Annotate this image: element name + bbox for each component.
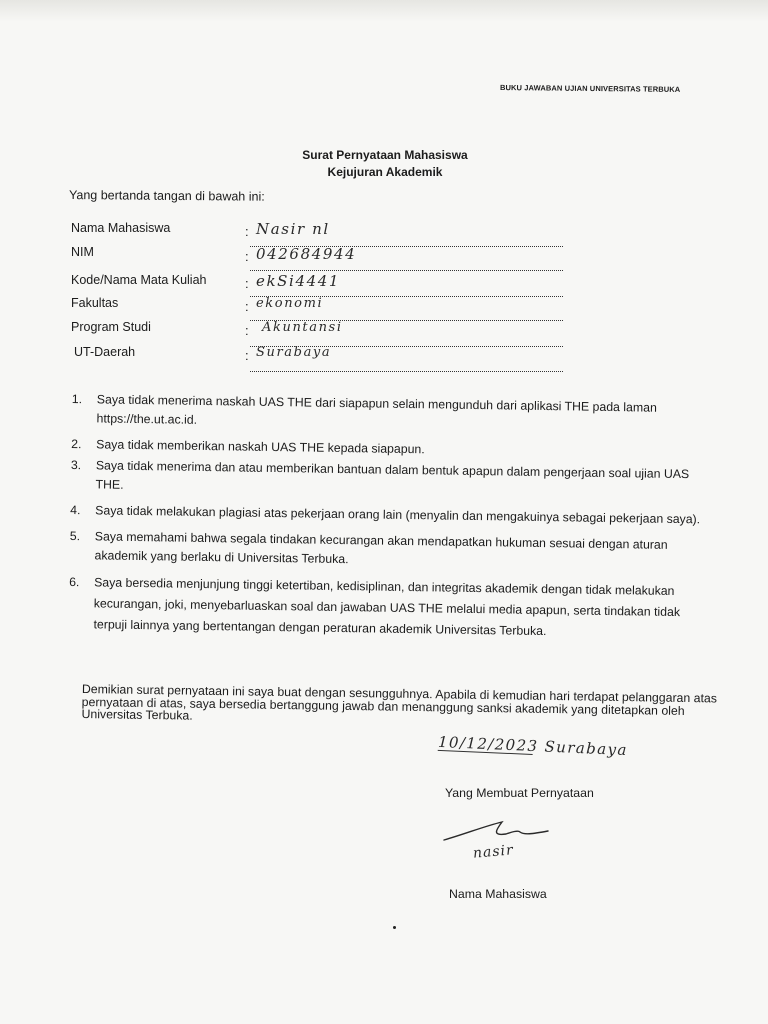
maker-label: Yang Membuat Pernyataan	[445, 786, 594, 800]
field-colon: :	[245, 276, 249, 291]
scan-edge	[0, 0, 768, 22]
statement-number: 2.	[71, 436, 82, 452]
statement-text: Saya tidak menerima dan atau memberikan bantuan dalam bentuk apapun dalam pengerjaan soal ujian UAS THE.	[95, 458, 690, 492]
document-title: Surat Pernyataan Mahasiswa	[302, 148, 468, 162]
student-name-label: Nama Mahasiswa	[449, 887, 547, 901]
statement-number: 5.	[69, 528, 81, 544]
statement-item	[70, 456, 710, 503]
field-colon: :	[245, 224, 249, 239]
handwritten-date-place	[438, 733, 628, 759]
field-value-nim: 042684944	[256, 245, 357, 263]
field-label: Nama Mahasiswa	[71, 221, 171, 235]
statement-list	[68, 390, 712, 644]
field-label: NIM	[71, 245, 94, 259]
statement-number: 3.	[70, 457, 82, 473]
statement-text: Saya bersedia menjunjung tinggi ketertiban, kedisiplinan, dan integritas akademik dengan tidak melakukan kecurangan, joki, menyebarluaskan soal dan jawaban UAS THE melalui media apapun, serta tindakan tidak terpuji lainnya yang bertentangan dengan peraturan akademik Universitas Terbuka.	[93, 575, 681, 639]
field-colon: :	[245, 348, 249, 363]
statement-item	[69, 527, 709, 574]
field-colon: :	[245, 299, 249, 314]
statement-text: Saya memahami bahwa segala tindakan kecurangan akan mendapatkan hukuman sesuai dengan aturan akademik yang berlaku di Universitas Terbuka.	[94, 529, 668, 567]
document-subtitle: Kejujuran Akademik	[327, 165, 443, 179]
field-label: Fakultas	[71, 296, 119, 310]
field-label: UT-Daerah	[74, 345, 136, 359]
ink-dot	[393, 926, 396, 929]
field-dotted-line	[250, 270, 563, 271]
statement-text: Saya tidak menerima naskah UAS THE dari siapapun selain mengunduh dari aplikasi THE pada laman https://the.ut.ac.id.	[96, 392, 657, 427]
statement-text: Saya tidak memberikan naskah UAS THE kepada siapapun.	[96, 437, 425, 457]
field-value-prodi: Akuntansi	[262, 320, 343, 335]
intro-text: Yang bertanda tangan di bawah ini:	[68, 188, 265, 204]
statement-number: 1.	[71, 391, 83, 407]
field-label: Program Studi	[71, 320, 151, 334]
statement-number: 4.	[70, 502, 81, 518]
closing-paragraph: Demikian surat pernyataan ini saya buat dengan sesungguhnya. Apabila di kemudian hari terdapat pelanggaran atas pernyataan di atas, saya bersedia bertanggung jawab dan menanggung sanksi akademik yang ditetapkan oleh Universitas Terbuka.	[81, 682, 718, 723]
statement-text: Saya tidak melakukan plagiasi atas pekerjaan orang lain (menyalin dan mengakuinya sebagai pekerjaan saya).	[95, 503, 701, 527]
field-value-utdaerah: Surabaya	[256, 345, 332, 360]
field-value-nama: Nasir nl	[256, 220, 330, 238]
field-dotted-line	[250, 371, 563, 372]
statement-item	[70, 501, 710, 529]
statement-item	[71, 390, 711, 437]
field-colon: :	[245, 249, 249, 264]
field-label: Kode/Nama Mata Kuliah	[71, 273, 207, 287]
field-value-matakuliah: ekSi4441	[256, 272, 341, 290]
field-value-fakultas: ekonomi	[256, 296, 324, 311]
field-colon: :	[245, 323, 249, 338]
statement-number: 6.	[69, 574, 80, 590]
date-place-text: 10/12/2023 Surabaya	[437, 732, 629, 760]
header-label: BUKU JAWABAN UJIAN UNIVERSITAS TERBUKA	[499, 83, 681, 94]
statement-item	[68, 572, 709, 644]
handwritten-signed-name: nasir	[472, 842, 515, 862]
